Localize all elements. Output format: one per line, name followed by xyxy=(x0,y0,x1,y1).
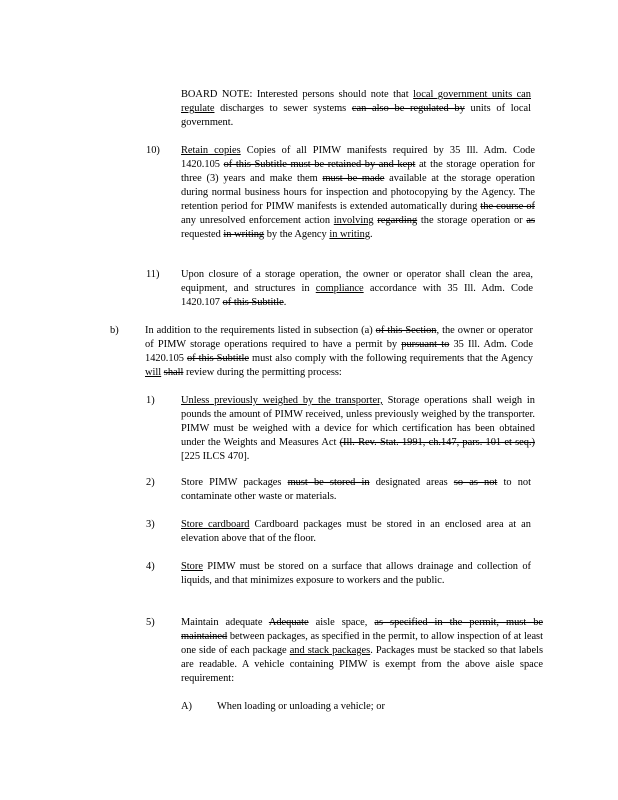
item-3-text xyxy=(181,518,531,546)
subsection-b-segment: must also comply with the following requirements that the Agency xyxy=(249,353,534,364)
item-10-segment: at the storage operation for three (3) years and make them xyxy=(181,159,535,184)
item-10-deletion: must be made xyxy=(322,173,385,184)
item-10-segment: requested xyxy=(181,229,224,240)
subsection-b-deletion: pursuant to xyxy=(401,339,450,350)
board-note-deletion: can also be regulated by xyxy=(351,103,465,114)
item-2-segment: designated areas xyxy=(369,477,454,488)
item-10-segment: Copies of all PIMW manifests required by 35 Ill. Adm. Code 1420.105 xyxy=(181,145,535,170)
board-note-label: BOARD NOTE: xyxy=(181,89,253,100)
item-1-segment: [225 ILCS 470]. xyxy=(181,451,250,462)
subsection-b-insertion: will xyxy=(145,367,162,378)
item-a-text: When loading or unloading a vehicle; or xyxy=(217,701,385,712)
subsection-b-label: b) xyxy=(110,325,119,336)
board-note xyxy=(181,88,531,130)
item-10-insertion: in writing xyxy=(329,229,371,240)
item-10-deletion: in writing xyxy=(223,229,265,240)
item-5-segment: aisle space, xyxy=(308,617,375,628)
item-5-number: 5) xyxy=(146,617,155,628)
item-10-deletion: the course of xyxy=(480,201,535,212)
board-note-insertion: local government units can regulate xyxy=(181,89,531,114)
item-11-segment: . xyxy=(283,297,287,308)
item-10-text xyxy=(181,144,535,242)
item-5-deletion: Adequate xyxy=(268,617,309,628)
item-3-segment: Cardboard packages must be stored in an enclosed area at an elevation above that of the floor. xyxy=(181,519,531,544)
item-11-text xyxy=(181,268,533,310)
item-10-segment: available at the storage operation during normal business hours for inspection and photocopying by the Agency. The retention period for PIMW manifests is extended automatically during xyxy=(181,173,536,212)
item-10-segment: by the Agency xyxy=(264,229,330,240)
item-5-segment: Maintain adequate xyxy=(181,617,269,628)
item-10-deletion: of this Subtitle must be retained by and kept xyxy=(223,159,416,170)
item-2-text xyxy=(181,476,531,504)
item-2-deletion: so as not xyxy=(453,477,498,488)
item-1-text xyxy=(181,394,535,464)
item-11-number: 11) xyxy=(146,269,160,280)
item-a-number: A) xyxy=(181,701,192,712)
item-5-text xyxy=(181,616,543,686)
item-2-segment: Store PIMW packages xyxy=(181,477,288,488)
item-4-number: 4) xyxy=(146,561,155,572)
board-note-text: units of local government. xyxy=(181,103,531,128)
item-5-insertion: and stack packages xyxy=(289,645,371,656)
item-2-number: 2) xyxy=(146,477,155,488)
subsection-b-segment: review during the permitting process: xyxy=(183,367,342,378)
subsection-b-segment: , the owner or operator of PIMW storage operations required to have a permit by xyxy=(145,325,534,350)
board-note-text: Interested persons should note that xyxy=(252,89,414,100)
subsection-b-segment: In addition to the requirements listed in subsection (a) xyxy=(145,325,376,336)
item-4-segment: PIMW must be stored on a surface that allows drainage and collection of liquids, and that minimizes exposure to workers and the public. xyxy=(181,561,531,586)
item-1-deletion: (Ill. Rev. Stat. 1991, ch.147, pars. 101 et seq.) xyxy=(339,437,535,448)
item-11-insertion: compliance xyxy=(315,283,364,294)
item-2-deletion: must be stored in xyxy=(287,477,370,488)
item-4-insertion: Store xyxy=(181,561,203,572)
subsection-b-text xyxy=(145,324,533,380)
item-1-number: 1) xyxy=(146,395,155,406)
subsection-b-segment: 35 Ill. Adm. Code 1420.105 xyxy=(145,339,533,364)
item-1-insertion: Unless previously weighed by the transporter, xyxy=(181,395,383,406)
item-11-segment: accordance with 35 Ill. Adm. Code 1420.107 xyxy=(181,283,533,308)
item-10-number: 10) xyxy=(146,145,160,156)
subsection-b-deletion: shall xyxy=(163,367,184,378)
item-4-text xyxy=(181,560,531,588)
item-5-deletion: as specified in the permit, must be maintained xyxy=(181,617,544,642)
item-3-number: 3) xyxy=(146,519,155,530)
subsection-b-deletion: of this Subtitle xyxy=(186,353,249,364)
item-3-insertion: Store cardboard xyxy=(181,519,250,530)
subsection-b-deletion: of this Section xyxy=(375,325,437,336)
item-5-segment: . Packages must be stacked so that labels are readable. A vehicle containing PIMW is exempt from the above aisle space requirement: xyxy=(181,645,544,684)
item-10-insertion: involving xyxy=(333,215,374,226)
item-11-deletion: of this Subtitle xyxy=(222,297,284,308)
item-10-segment: . xyxy=(370,229,373,240)
item-5-segment: between packages, as specified in the permit, to allow inspection of at least one side of each package xyxy=(181,631,543,656)
item-10-deletion: as xyxy=(526,215,535,226)
item-1-segment: Storage operations shall weigh in pounds the amount of PIMW received, unless previously weighed by the transporter. PIMW must be weighed with a device for which certification has been obtained under the Weights and Measures Act xyxy=(181,395,535,448)
item-10-insertion: Retain copies xyxy=(181,145,241,156)
item-11-segment: Upon closure of a storage operation, the owner or operator shall clean the area, equipment, and structures in xyxy=(181,269,533,294)
board-note-text: discharges to sewer systems xyxy=(214,103,352,114)
item-10-segment: the storage operation or xyxy=(417,215,527,226)
item-2-segment: to not contaminate other waste or materials. xyxy=(181,477,531,502)
item-10-deletion: regarding xyxy=(377,215,418,226)
item-10-segment: any unresolved enforcement action xyxy=(181,215,334,226)
